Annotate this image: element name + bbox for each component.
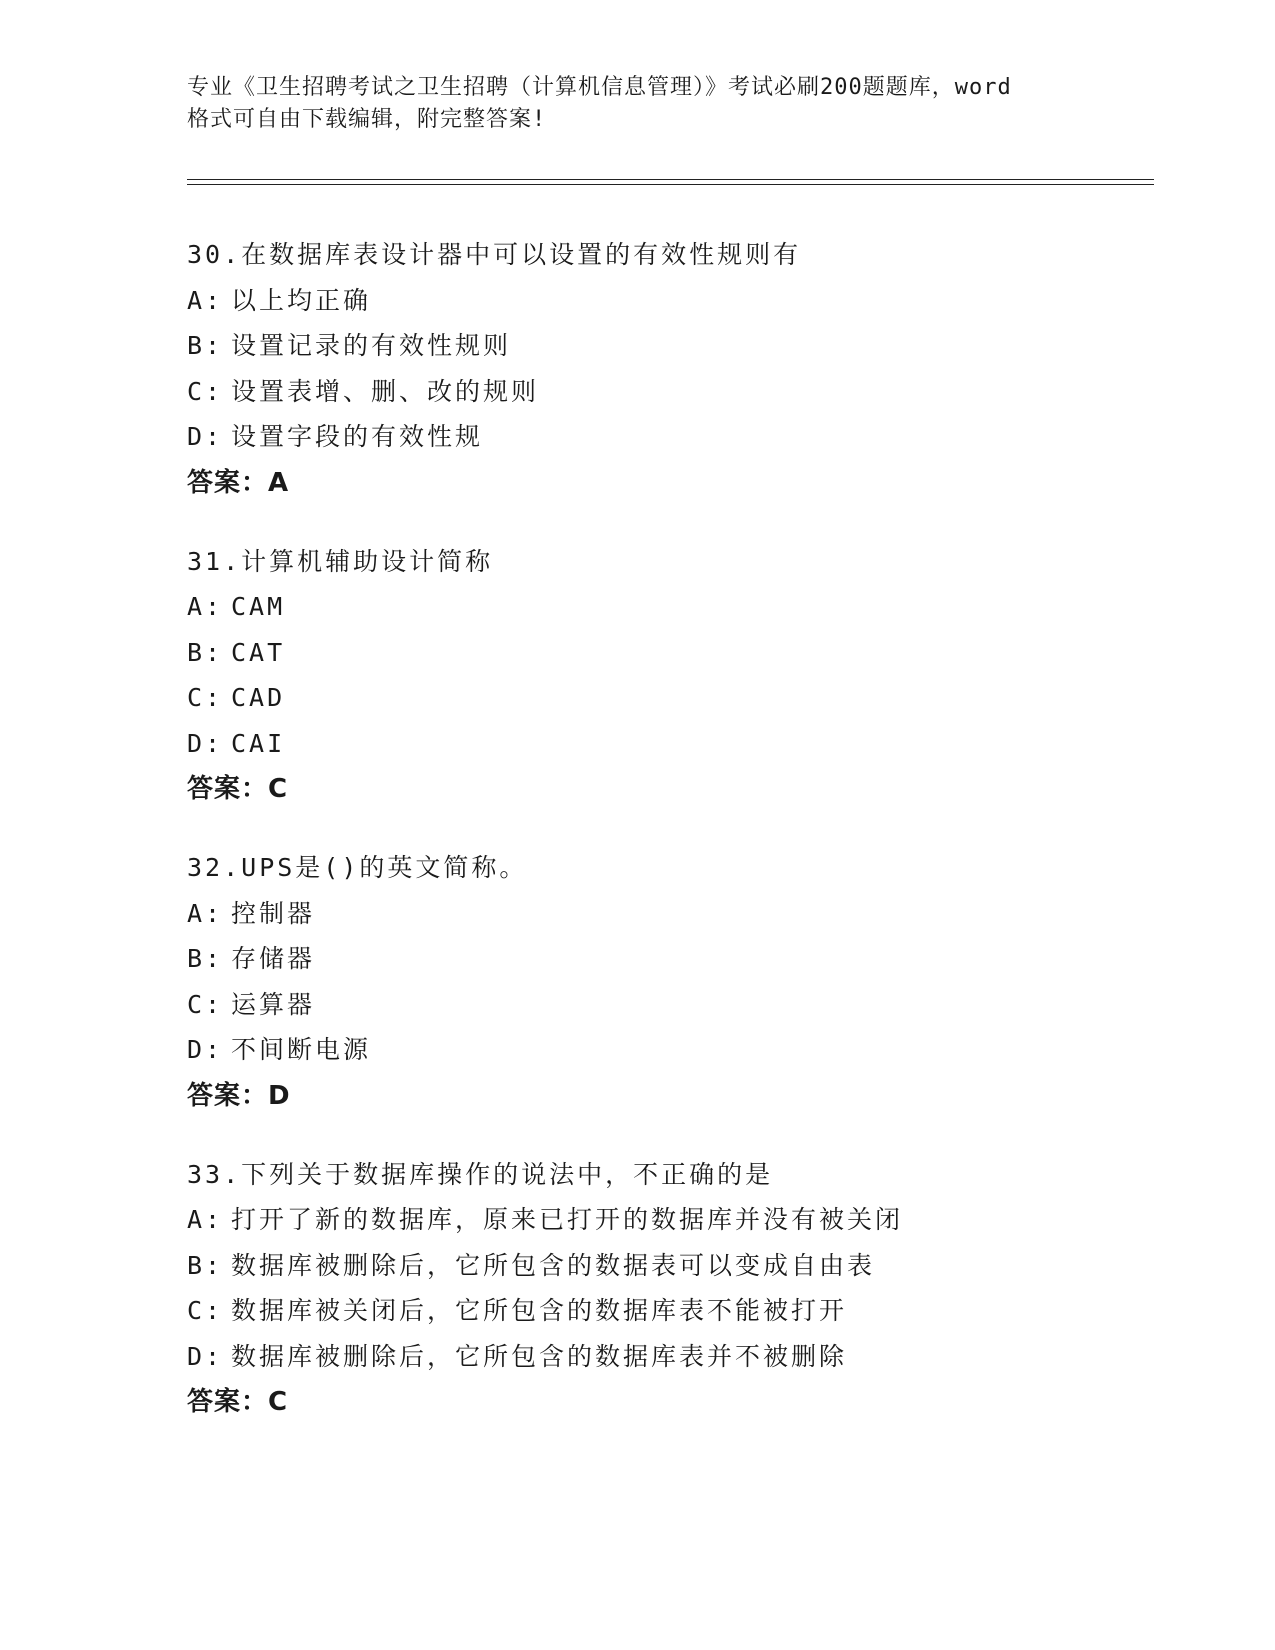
answer: 答案：C [187,774,289,804]
option-text: 以上均正确 [231,285,372,315]
header-divider-top [187,179,1154,180]
option-text: 设置表增、删、改的规则 [231,376,540,406]
option-letter: B: [187,637,224,667]
option-text: 不间断电源 [231,1035,372,1064]
option-a [187,891,1147,937]
answer: 答案：A [187,467,290,498]
option-b [187,630,1147,676]
option-letter: B: [187,1250,224,1280]
option-a [187,584,1147,630]
answer: 答案：D [187,1080,291,1111]
option-letter: A: [187,1205,224,1234]
option-text: 设置字段的有效性规 [231,422,484,451]
option-a [187,1197,1147,1243]
option-letter: D: [187,422,224,451]
option-text: 控制器 [231,898,316,928]
option-b [187,936,1147,982]
option-text: CAD [231,683,286,712]
option-letter: A: [187,592,224,621]
question-32 [187,845,1147,1119]
option-text: 设置记录的有效性规则 [231,331,512,360]
header-line-1: 专业《卫生招聘考试之卫生招聘（计算机信息管理）》考试必刷200题题库，word [187,75,1012,100]
option-letter: C: [187,989,224,1019]
option-text: 打开了新的数据库，原来已打开的数据库并没有被关闭 [231,1205,904,1234]
option-letter: A: [187,285,224,315]
option-letter: D: [187,728,224,758]
question-title: 31.计算机辅助设计简称 [187,546,494,576]
option-letter: D: [187,1341,224,1371]
option-letter: D: [187,1035,224,1064]
option-a [187,278,1147,324]
option-d [187,414,1147,460]
option-text: 数据库被删除后，它所包含的数据表可以变成自由表 [231,1250,876,1280]
question-31 [187,539,1147,813]
header-line-2: 格式可自由下载编辑，附完整答案! [187,107,547,132]
option-c [187,1288,1147,1334]
option-letter: B: [187,944,224,973]
question-title: 33.下列关于数据库操作的说法中，不正确的是 [187,1159,774,1189]
option-text: 数据库被删除后，它所包含的数据库表并不被删除 [231,1341,848,1371]
option-d [187,721,1147,767]
option-b [187,323,1147,369]
option-letter: C: [187,1296,224,1325]
option-letter: C: [187,376,224,406]
option-text: CAM [231,592,286,621]
question-33 [187,1152,1147,1426]
option-d [187,1334,1147,1380]
answer: 答案：C [187,1387,289,1417]
option-b [187,1243,1147,1289]
header-divider-bottom [187,184,1154,185]
option-c [187,982,1147,1028]
question-title: 32.UPS是()的英文简称。 [187,853,528,882]
document-header [187,72,1087,136]
option-c [187,369,1147,415]
option-text: CAI [231,728,286,758]
question-30 [187,232,1147,506]
option-text: 数据库被关闭后，它所包含的数据库表不能被打开 [231,1296,848,1325]
option-c [187,675,1147,721]
option-text: CAT [231,637,286,667]
option-letter: A: [187,898,224,928]
option-d [187,1027,1147,1073]
option-letter: C: [187,683,224,712]
question-title: 30.在数据库表设计器中可以设置的有效性规则有 [187,240,802,269]
option-text: 存储器 [231,944,316,973]
option-text: 运算器 [231,989,316,1019]
option-letter: B: [187,331,224,360]
question-list [187,232,1147,1458]
